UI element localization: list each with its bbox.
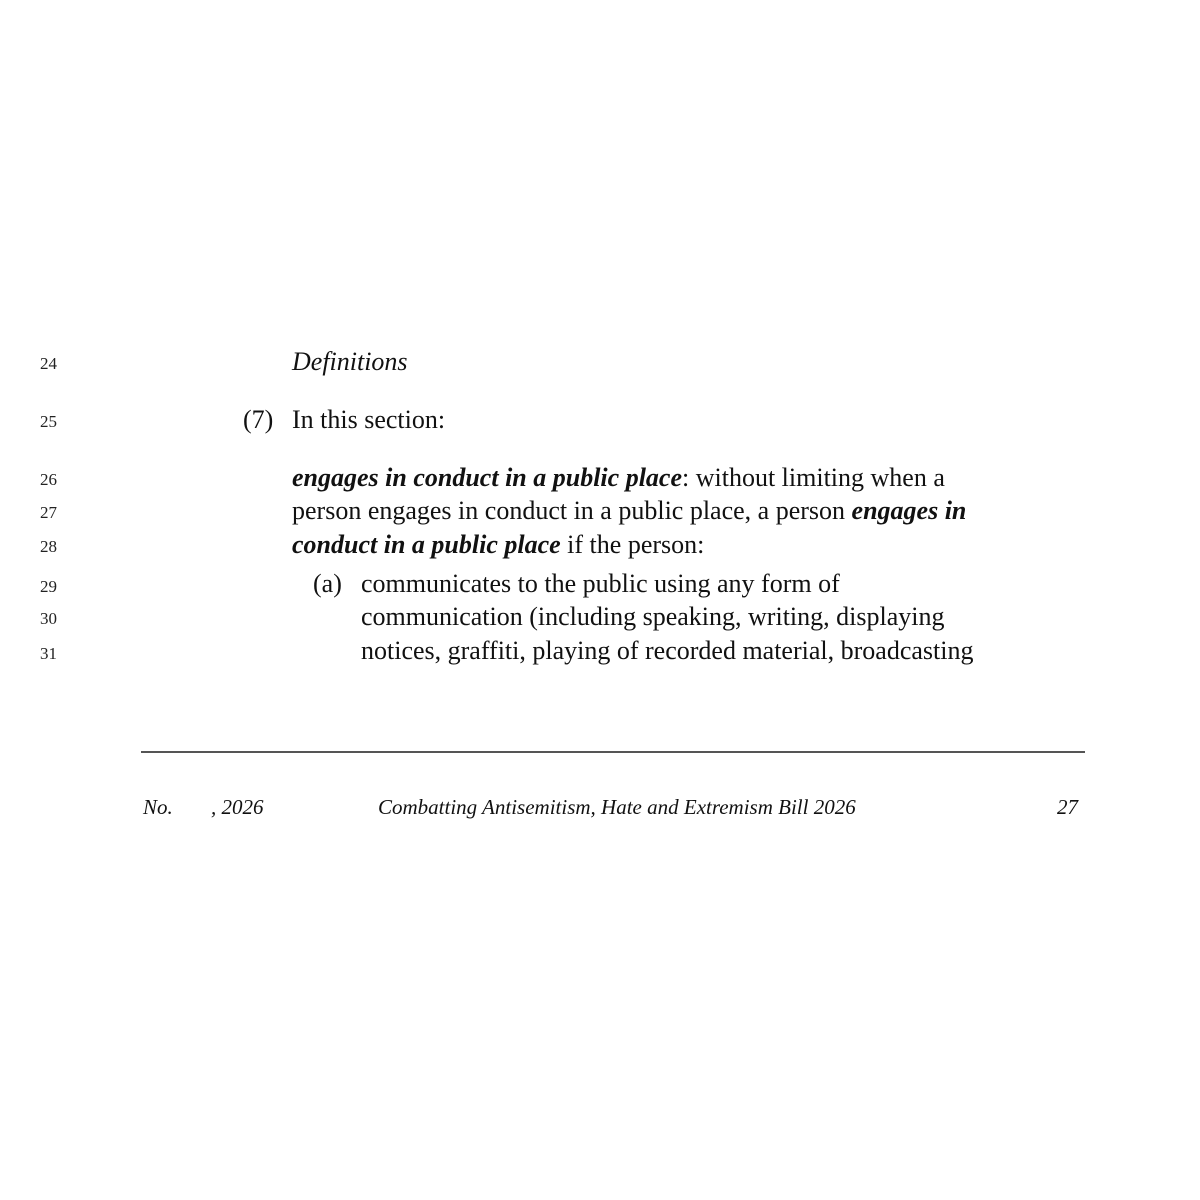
defined-term: engages in: [851, 496, 967, 525]
line-number: 28: [40, 537, 57, 556]
definition-line-3: [292, 529, 704, 561]
section-heading: Definitions: [292, 347, 408, 376]
subsection-text: In this section:: [292, 405, 446, 434]
definition-text: person engages in conduct in a public place, a person: [292, 496, 852, 525]
footer-page-number: 27: [1057, 795, 1078, 819]
paragraph-label: (a): [313, 569, 342, 598]
line-number: 31: [40, 644, 57, 663]
footer-bill-title: Combatting Antisemitism, Hate and Extremism Bill 2026: [378, 795, 856, 819]
defined-term: engages in conduct in a public place: [292, 463, 682, 492]
line-number: 26: [40, 470, 57, 489]
footer-divider: [141, 751, 1085, 753]
line-number: 25: [40, 412, 57, 431]
definition-line-2: [292, 495, 966, 527]
definition-line-1: [292, 462, 945, 494]
subsection-number: (7): [243, 405, 274, 434]
line-number: 24: [40, 354, 57, 373]
paragraph-line: communicates to the public using any form of: [361, 569, 840, 598]
defined-term: conduct in a public place: [292, 530, 561, 559]
definition-text: if the person:: [560, 530, 705, 559]
line-number: 29: [40, 577, 57, 596]
definition-text: : without limiting when a: [682, 463, 945, 492]
paragraph-line: notices, graffiti, playing of recorded material, broadcasting: [361, 636, 974, 665]
paragraph-line: communication (including speaking, writing, displaying: [361, 602, 945, 631]
footer-bill-number-label: No.: [143, 795, 173, 819]
line-number: 30: [40, 609, 57, 628]
footer-year: , 2026: [211, 795, 264, 819]
line-number: 27: [40, 503, 57, 522]
